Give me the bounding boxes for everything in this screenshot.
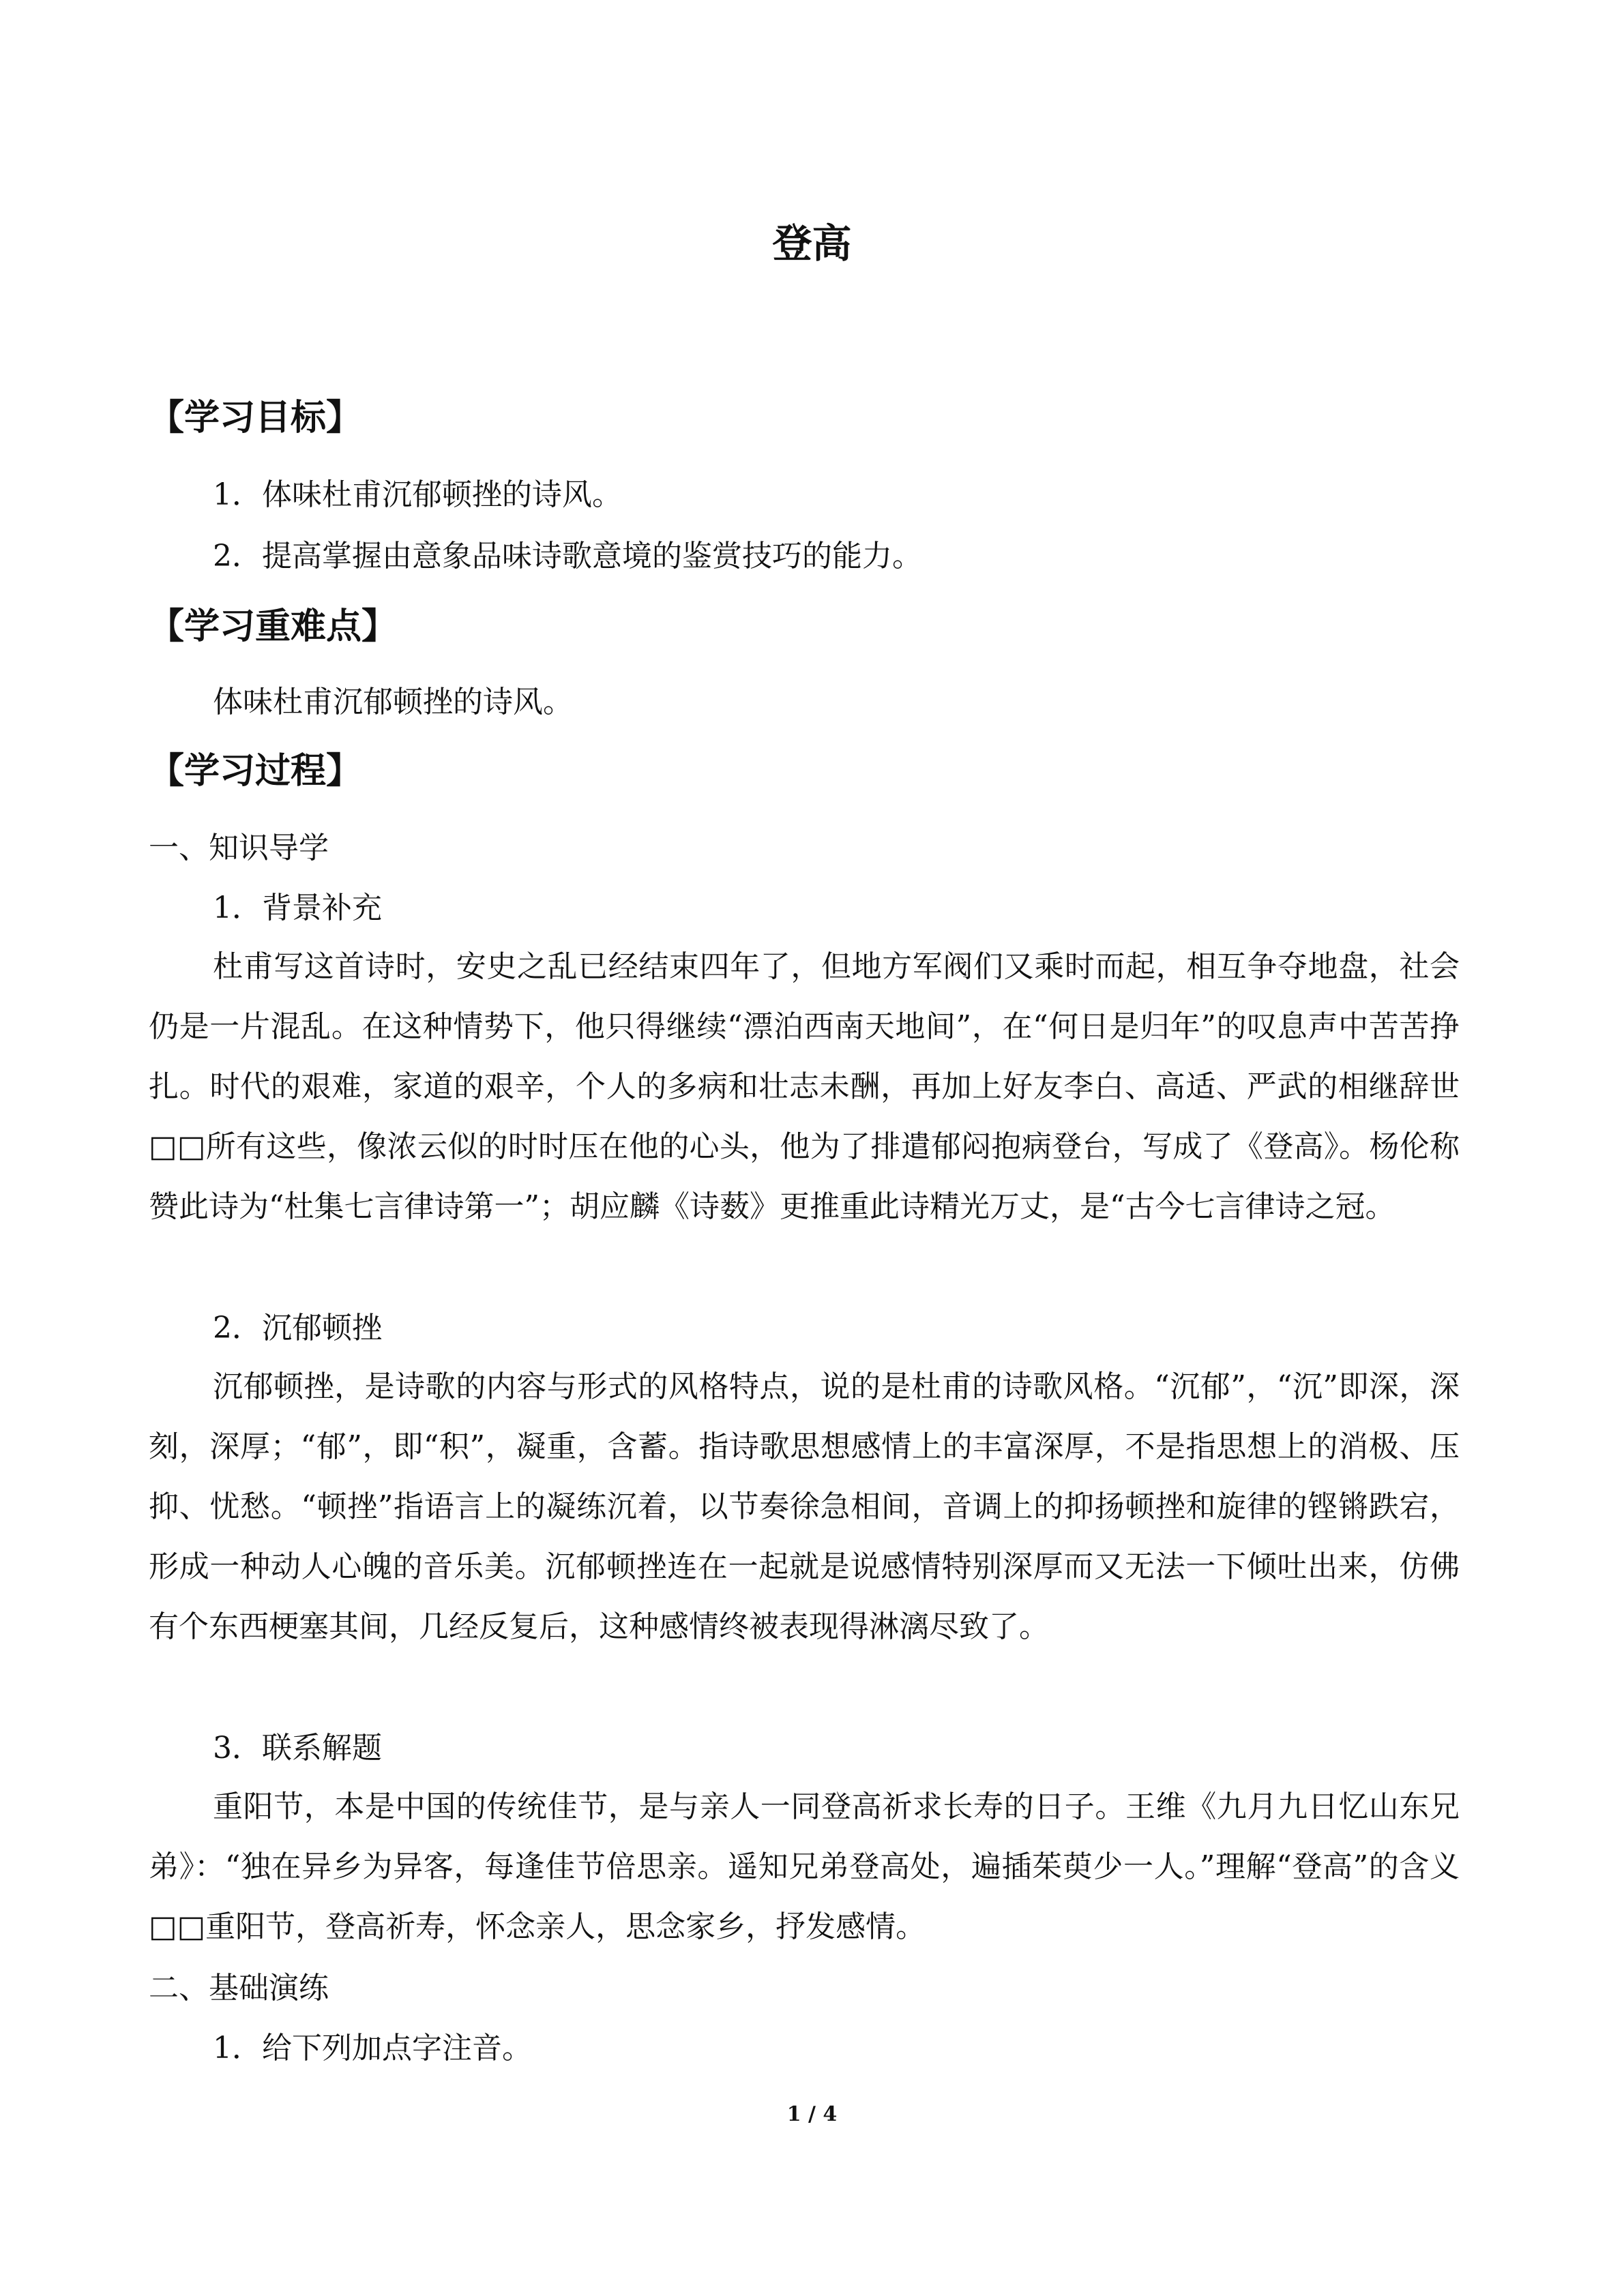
goal-item: 2．提高掌握由意象品味诗歌意境的鉴赏技巧的能力。 — [213, 539, 922, 573]
section-heading-key-points: 【学习重难点】 — [149, 606, 398, 647]
key-point-text: 体味杜甫沉郁顿挫的诗风。 — [213, 685, 573, 719]
part-heading: 一、知识导学 — [149, 831, 329, 865]
subheading-style: 2．沉郁顿挫 — [213, 1311, 382, 1345]
section-heading-goals: 【学习目标】 — [149, 398, 362, 438]
part-heading: 二、基础演练 — [149, 1971, 329, 2006]
paragraph-title: 重阳节，本是中国的传统佳节，是与亲人一同登高祈求长寿的日子。王维《九月九日忆山东兄弟》：“独在异乡为异客，每逢佳节倍思亲。遥知兄弟登高处，遍插茱萸少一人。”理解“登高”的含义□□重阳节，登高祈寿，怀念亲人，思念家乡，抒发感情。 — [149, 1789, 1460, 1944]
paragraph-background: 杜甫写这首诗时，安史之乱已经结束四年了，但地方军阀们又乘时而起，相互争夺地盘，社会仍是一片混乱。在这种情势下，他只得继续“漂泊西南天地间”，在“何日是归年”的叹息声中苦苦挣扎。时代的艰难，家道的艰辛，个人的多病和壮志未酬，再加上好友李白、高适、严武的相继辞世□□所有这些，像浓云似的时时压在他的心头，他为了排遣郁闷抱病登台，写成了《登高》。杨伦称赞此诗为“杜集七言律诗第一”；胡应麟《诗薮》更推重此诗精光万丈，是“古今七言律诗之冠。 — [149, 949, 1460, 1224]
page-number: 1 / 4 — [786, 2102, 838, 2126]
subheading-background: 1．背景补充 — [213, 891, 382, 925]
subheading-title: 3．联系解题 — [213, 1731, 382, 1765]
section-heading-process: 【学习过程】 — [149, 751, 362, 792]
exercise-instruction: 1．给下列加点字注音。 — [213, 2031, 532, 2066]
document-title: 登高 — [772, 220, 852, 267]
goal-item: 1．体味杜甫沉郁顿挫的诗风。 — [213, 477, 622, 512]
paragraph-style: 沉郁顿挫，是诗歌的内容与形式的风格特点，说的是杜甫的诗歌风格。“沉郁”，“沉”即深，深刻，深厚；“郁”，即“积”，凝重，含蓄。指诗歌思想感情上的丰富深厚，不是指思想上的消极、压抑、忧愁。“顿挫”指语言上的凝练沉着，以节奏徐急相间，音调上的抑扬顿挫和旋律的铿锵跌宕，形成一种动人心魄的音乐美。沉郁顿挫连在一起就是说感情特别深厚而又无法一下倾吐出来，仿佛有个东西梗塞其间，几经反复后，这种感情终被表现得淋漓尽致了。 — [149, 1369, 1460, 1644]
